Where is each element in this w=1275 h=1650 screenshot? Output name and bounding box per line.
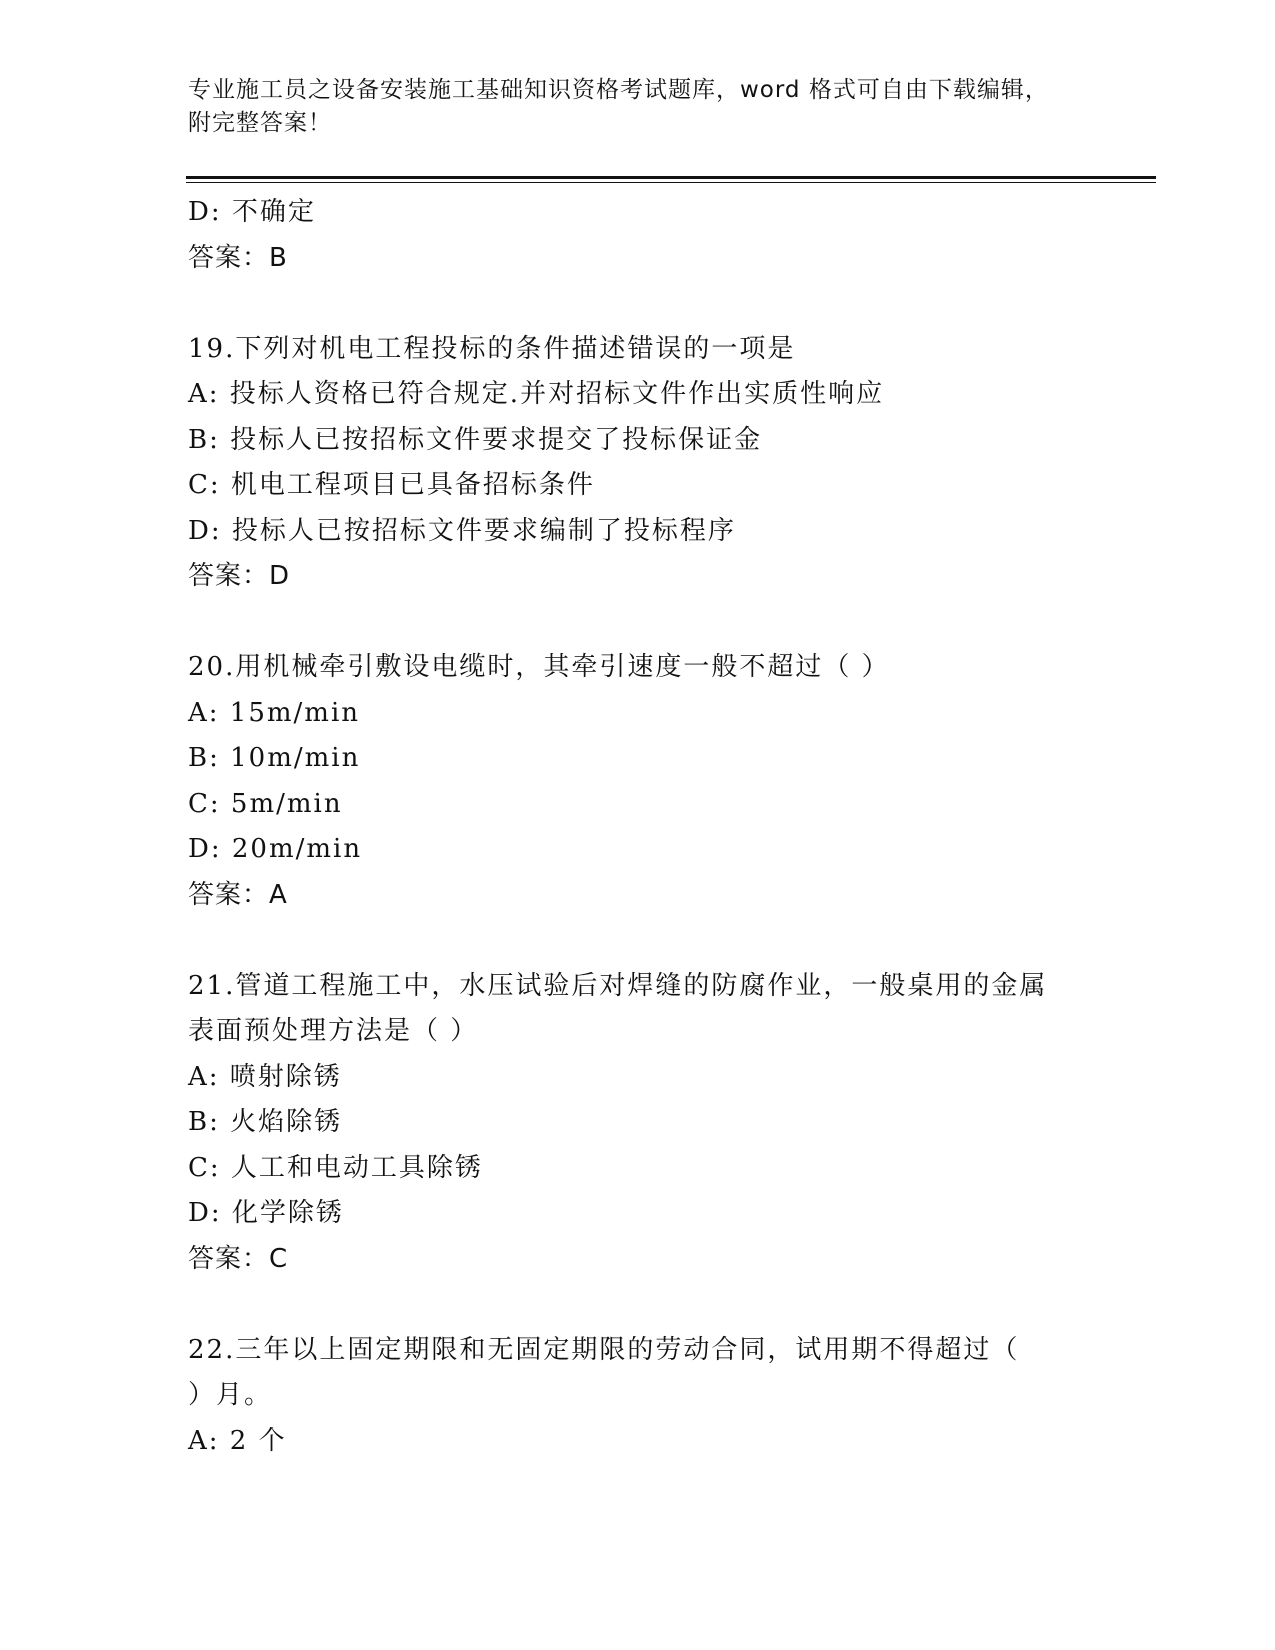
answer-line: 答案：D [188, 561, 291, 591]
question-stem-line-1: 22.三年以上固定期限和无固定期限的劳动合同，试用期不得超过（ [188, 1334, 1020, 1365]
option-a: A: 2 个 [188, 1425, 287, 1456]
document-header [188, 74, 1088, 140]
spacer [188, 281, 1088, 327]
header-line-1: 专业施工员之设备安装施工基础知识资格考试题库，word 格式可自由下载编辑， [188, 77, 1049, 103]
spacer [188, 918, 1088, 964]
question-block-prev [188, 190, 1088, 281]
question-stem-line-2: 表面预处理方法是（ ） [188, 1016, 479, 1046]
option-a: A: 15m/min [188, 697, 361, 728]
question-block-19 [188, 327, 1088, 600]
option-b: B: 火焰除锈 [188, 1107, 343, 1137]
option-d: D: 化学除锈 [188, 1198, 344, 1228]
answer-line: 答案：B [188, 242, 288, 273]
option-c: C: 机电工程项目已具备招标条件 [188, 470, 595, 500]
answer-line: 答案：A [188, 879, 288, 910]
header-line-2: 附完整答案！ [188, 110, 332, 136]
option-d: D: 投标人已按招标文件要求编制了投标程序 [188, 515, 736, 546]
question-stem-line-1: 21.管道工程施工中，水压试验后对焊缝的防腐作业，一般桌用的金属 [188, 970, 1048, 1001]
option-b: B: 投标人已按招标文件要求提交了投标保证金 [188, 424, 763, 455]
header-divider-thick [186, 176, 1156, 179]
spacer [188, 1282, 1088, 1328]
option-a: A: 投标人资格已符合规定.并对招标文件作出实质性响应 [188, 379, 885, 409]
option-d: D: 20m/min [188, 834, 363, 864]
option-b: B: 10m/min [188, 743, 361, 773]
option-c: C: 5m/min [188, 788, 343, 819]
question-block-20 [188, 645, 1088, 918]
question-block-22 [188, 1328, 1088, 1465]
question-stem: 20.用机械牵引敷设电缆时，其牵引速度一般不超过（ ） [188, 652, 890, 682]
option-c: C: 人工和电动工具除锈 [188, 1152, 483, 1183]
question-stem-line-2: ）月。 [188, 1380, 273, 1410]
option-a: A: 喷射除锈 [188, 1061, 342, 1092]
question-block-21 [188, 964, 1088, 1283]
question-stem: 19.下列对机电工程投标的条件描述错误的一项是 [188, 333, 796, 364]
header-divider-thin [186, 182, 1156, 183]
question-list [188, 190, 1088, 1464]
spacer [188, 600, 1088, 646]
answer-line: 答案：C [188, 1243, 289, 1274]
option-d: D: 不确定 [188, 197, 316, 227]
